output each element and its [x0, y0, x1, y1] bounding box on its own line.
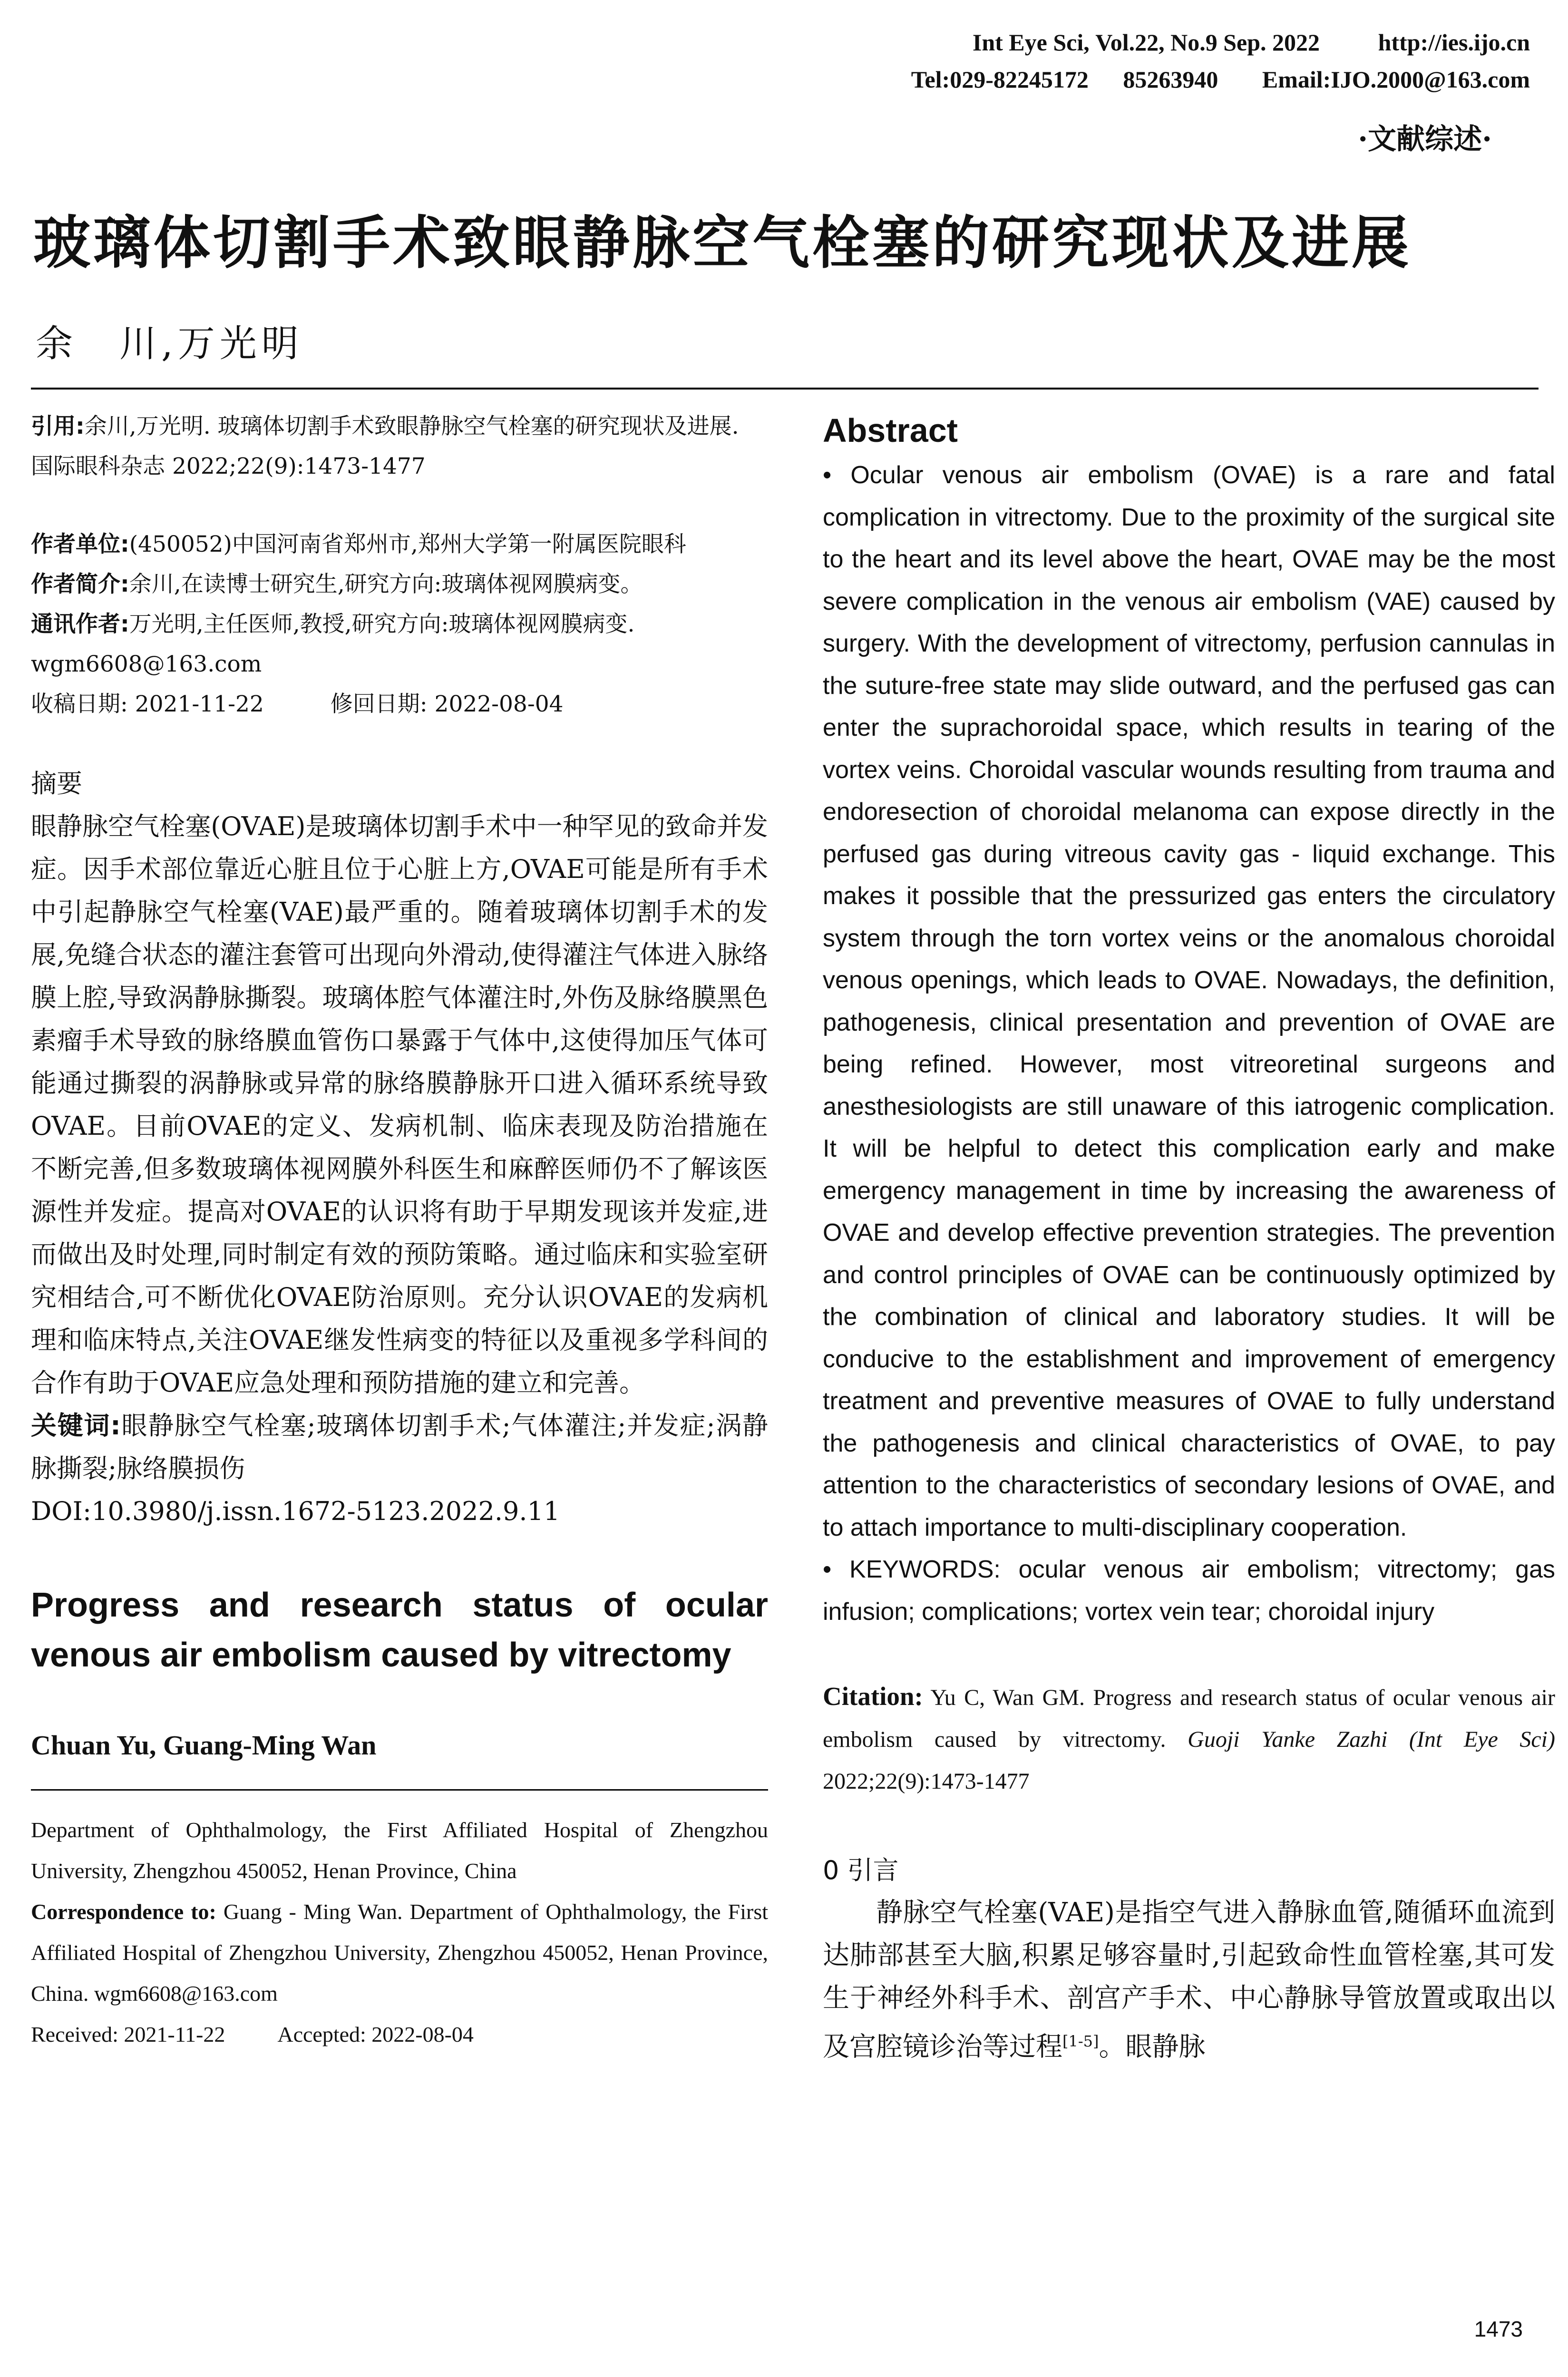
journal-header — [911, 24, 1530, 98]
journal-tel2: 85263940 — [1123, 66, 1218, 93]
authors-en: Chuan Yu, Guang-Ming Wan — [31, 1730, 377, 1761]
affiliation — [31, 525, 768, 565]
dates-en — [31, 2014, 768, 2055]
affiliation-label: 作者单位: — [31, 531, 129, 557]
journal-url[interactable]: http://ies.ijo.cn — [1378, 29, 1530, 56]
dates-cn — [31, 684, 768, 724]
abstract-en-body — [823, 454, 1555, 1633]
citation-cn-text: 余川,万光明. 玻璃体切割手术致眼静脉空气栓塞的研究现状及进展. 国际眼科杂志 2022;22(9):1473-1477 — [31, 413, 739, 479]
title-divider — [31, 388, 1539, 390]
abstract-cn-text: 眼静脉空气栓塞(OVAE)是玻璃体切割手术中一种罕见的致命并发症。因手术部位靠近心脏且位于心脏上方,OVAE可能是所有手术中引起静脉空气栓塞(VAE)最严重的。随着玻璃体切割手术的发展,免缝合状态的灌注套管可出现向外滑动,使得灌注气体进入脉络膜上腔,导致涡静脉撕裂。玻璃体腔气体灌注时,外伤及脉络膜黑色素瘤手术导致的脉络膜血管伤口暴露于气体中,这使得加压气体可能通过撕裂的涡静脉或异常的脉络膜静脉开口进入循环系统导致OVAE。目前OVAE的定义、发病机制、临床表现及防治措施在不断完善,但多数玻璃体视网膜外科医生和麻醉医师仍不了解该医源性并发症。提高对OVAE的认识将有助于早期发现该并发症,进而做出及时处理,同时制定有效的预防策略。通过临床和实验室研究相结合,可不断优化OVAE防治原则。充分认识OVAE的发病机理和临床特点,关注OVAE继发性病变的特征以及重视多学科间的合作有助于OVAE应急处理和预防措施的建立和完善。 — [31, 811, 768, 1398]
correspondence-en — [31, 1891, 768, 2014]
intro-text — [823, 1891, 1555, 2069]
received-cn: 收稿日期: 2021-11-22 — [31, 691, 264, 717]
keywords-cn — [31, 1404, 768, 1490]
accepted-en: Accepted: 2022-08-04 — [277, 2022, 474, 2046]
intro-text-main: 静脉空气栓塞(VAE)是指空气进入静脉血管,随循环血流到达肺部甚至大脑,积累足够容量时,引起致命性血管栓塞,其可发生于神经外科手术、剖宫产手术、中心静脉导管放置或取出以及宫腔镜诊治等过程 — [823, 1897, 1555, 2063]
section-type-label: ·文献综述· — [1358, 123, 1492, 156]
article-title-en: Progress and research status of ocular venous air embolism caused by vitrectomy — [31, 1586, 768, 1674]
citation-en — [823, 1676, 1555, 1802]
correspondence-en-text: Guang - Ming Wan. Department of Ophthalmology, the First Affiliated Hospital of Zhengzhou University, Zhengzhou 450052, Henan Province, China. wgm6608@163.com — [31, 1900, 768, 2006]
abstract-cn-heading: 摘要 — [31, 769, 82, 799]
doi[interactable]: DOI:10.3980/j.issn.1672-5123.2022.9.11 — [31, 1496, 560, 1526]
citation-en-label: Citation: — [823, 1682, 923, 1711]
corresponding-text: 万光明,主任医师,教授,研究方向:玻璃体视网膜病变. wgm6608@163.com — [31, 611, 635, 677]
keywords-cn-text: 眼静脉空气栓塞;玻璃体切割手术;气体灌注;并发症;涡静脉撕裂;脉络膜损伤 — [31, 1411, 768, 1483]
article-title-cn: 玻璃体切割手术致眼静脉空气栓塞的研究现状及进展 — [33, 210, 1412, 276]
author-intro — [31, 565, 768, 604]
correspondence-en-label: Correspondence to: — [31, 1900, 216, 1924]
journal-email[interactable]: Email:IJO.2000@163.com — [1262, 66, 1530, 93]
author-intro-text: 余川,在读博士研究生,研究方向:玻璃体视网膜病变。 — [129, 571, 643, 597]
journal-name: Int Eye Sci — [972, 29, 1084, 56]
citation-en-text-a: Yu C, Wan GM. Progress and research status of ocular venous air embolism caused by vitrectomy. — [823, 1685, 1556, 1752]
author-intro-label: 作者简介: — [31, 571, 129, 597]
authors-divider — [31, 1789, 768, 1791]
journal-issue: No.9 Sep. 2022 — [1170, 29, 1320, 56]
left-column — [31, 407, 768, 2055]
department-en: Department of Ophthalmology, the First Affiliated Hospital of Zhengzhou University, Zhengzhou 450052, Henan Province, China — [31, 1818, 768, 1883]
citation-en-journal: Guoji Yanke Zazhi (Int Eye Sci) — [1188, 1727, 1555, 1752]
article-meta-cn — [31, 407, 768, 724]
right-column — [823, 407, 1555, 2069]
citation-cn — [31, 407, 768, 487]
intro-ref[interactable]: [1-5] — [1062, 2032, 1099, 2050]
citation-en-text-b: 2022;22(9):1473-1477 — [823, 1769, 1030, 1794]
citation-cn-label: 引用: — [31, 413, 85, 439]
header-line-1: Int Eye Sci, Vol.22, No.9 Sep. 2022 http://ies.ijo.cn — [911, 24, 1530, 61]
affiliation-text: (450052)中国河南省郑州市,郑州大学第一附属医院眼科 — [129, 531, 686, 557]
corresponding-label: 通讯作者: — [31, 611, 129, 637]
page-number: 1473 — [1474, 2317, 1523, 2341]
intro-heading: 0 引言 — [823, 1855, 899, 1885]
journal-tel: Tel:029-82245172 — [911, 66, 1089, 93]
abstract-en-heading: Abstract — [823, 412, 958, 449]
authors-cn: 余 川,万光明 — [36, 322, 303, 365]
keywords-cn-label: 关键词: — [31, 1411, 121, 1441]
abstract-en-text: • Ocular venous air embolism (OVAE) is a rare and fatal complication in vitrectomy. Due to the proximity of the surgical site to the heart and its level above the heart, OVAE may be the most severe complication in the venous air embolism (VAE) caused by surgery. With the development of vitrectomy, perfusion cannulas in the suture-free state may slide outward, and the perfused gas can enter the suprachoroidal space, which results in tearing of the vortex veins. Choroidal vascular wounds resulting from trauma and endoresection of choroidal melanoma can expose directly in the perfused gas during vitreous cavity gas - liquid exchange. This makes it possible that the pressurized gas enters the circulatory system through the torn vortex veins or the anomalous choroidal venous openings, which leads to OVAE. Nowadays, the definition, pathogenesis, clinical presentation and prevention of OVAE are being refined. However, most vitreoretinal surgeons and anesthesiologists are still unaware of this iatrogenic complication. It will be helpful to detect this complication early and make emergency management in time by increasing the awareness of OVAE and develop effective prevention strategies. The prevention and control principles of OVAE can be continuously optimized by the combination of clinical and laboratory studies. It will be conducive to the establishment and improvement of emergency treatment and preventive measures of OVAE to fully understand the pathogenesis and clinical characteristics of OVAE, to pay attention to the characteristics of secondary lesions of OVAE, and to attach importance to multi-disciplinary cooperation. — [823, 461, 1555, 1541]
journal-volume: Vol.22 — [1095, 29, 1159, 56]
corresponding-author — [31, 604, 768, 684]
header-line-2 — [911, 61, 1530, 98]
revised-cn: 修回日期: 2022-08-04 — [330, 691, 564, 717]
intro-text-end: 。眼静脉 — [1099, 2031, 1206, 2063]
received-en: Received: 2021-11-22 — [31, 2022, 225, 2046]
keywords-en: • KEYWORDS: ocular venous air embolism; vitrectomy; gas infusion; complications; vortex vein tear; choroidal injury — [823, 1556, 1555, 1626]
